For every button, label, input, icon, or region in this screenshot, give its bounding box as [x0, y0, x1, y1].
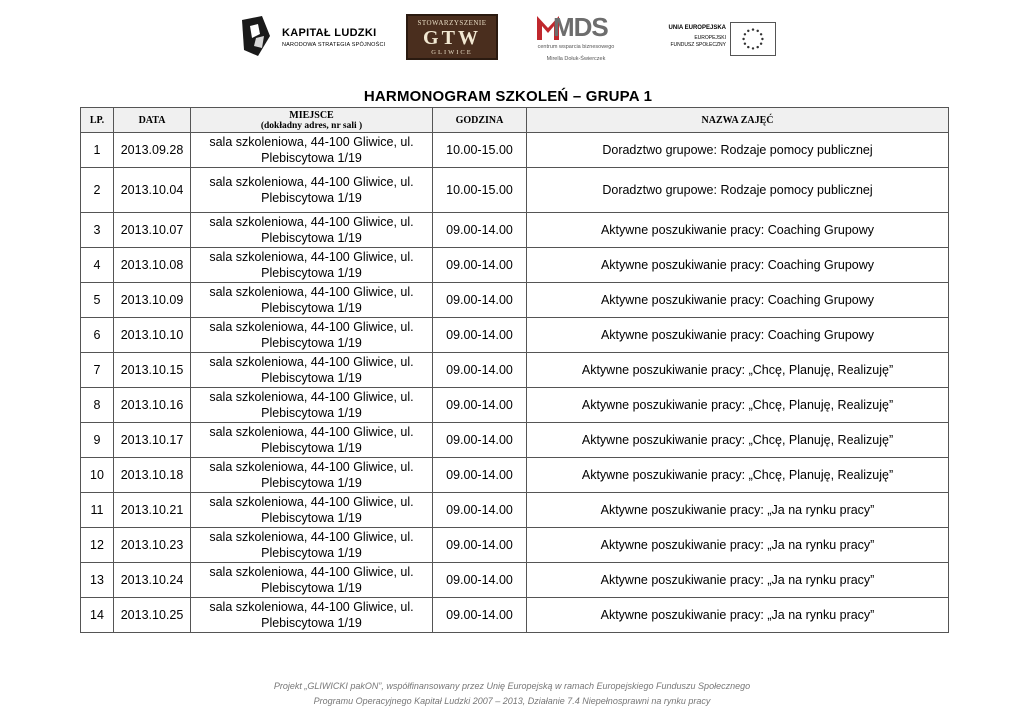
cell-date: 2013.10.24 [114, 563, 191, 598]
footer-line-1: Projekt „GLIWICKI pakON”, współfinansowany przez Unię Europejską w ramach Europejskiego Funduszu Społecznego [273, 681, 751, 691]
cell-place [191, 283, 433, 318]
header-nazwa: NAZWA ZAJĘĆ [527, 108, 949, 133]
cell-class-name: Aktywne poszukiwanie pracy: Coaching Grupowy [527, 213, 949, 248]
cell-date: 2013.10.10 [114, 318, 191, 353]
cell-time: 09.00-14.00 [433, 318, 527, 353]
cell-place-line-1: sala szkoleniowa, 44-100 Gliwice, ul. [209, 135, 414, 149]
cell-time: 09.00-14.00 [433, 283, 527, 318]
cell-place [191, 133, 433, 168]
schedule-table [80, 107, 949, 633]
table-row [81, 213, 949, 248]
cell-place-line-2: Plebiscytowa 1/19 [261, 476, 362, 490]
table-row [81, 353, 949, 388]
footer-line-2: Programu Operacyjnego Kapitał Ludzki 2007 – 2013, Działanie 7.4 Niepełnosprawni na rynku pracy [313, 696, 711, 706]
cell-place [191, 213, 433, 248]
cell-time: 09.00-14.00 [433, 353, 527, 388]
cell-place-line-2: Plebiscytowa 1/19 [261, 441, 362, 455]
cell-place-line-2: Plebiscytowa 1/19 [261, 546, 362, 560]
cell-place [191, 318, 433, 353]
cell-place-line-1: sala szkoleniowa, 44-100 Gliwice, ul. [209, 460, 414, 474]
cell-lp: 13 [81, 563, 114, 598]
gtw-logo-bottom: GLIWICE [431, 49, 473, 56]
cell-lp: 8 [81, 388, 114, 423]
cell-place-line-2: Plebiscytowa 1/19 [261, 511, 362, 525]
cell-place-line-2: Plebiscytowa 1/19 [261, 581, 362, 595]
mds-logo-line1: centrum wsparcia biznesowego [537, 44, 615, 50]
table-row [81, 388, 949, 423]
table-header-row [81, 108, 949, 133]
cell-class-name: Aktywne poszukiwanie pracy: Coaching Grupowy [527, 248, 949, 283]
cell-place-line-2: Plebiscytowa 1/19 [261, 266, 362, 280]
cell-place-line-2: Plebiscytowa 1/19 [261, 616, 362, 630]
cell-place-line-1: sala szkoleniowa, 44-100 Gliwice, ul. [209, 495, 414, 509]
cell-class-name: Aktywne poszukiwanie pracy: „Ja na rynku pracy” [527, 493, 949, 528]
kapital-ludzki-subtitle: NARODOWA STRATEGIA SPÓJNOŚCI [282, 42, 386, 48]
eu-logo [660, 22, 776, 58]
table-row [81, 563, 949, 598]
page-footer [0, 679, 1024, 709]
cell-date: 2013.10.16 [114, 388, 191, 423]
cell-date: 2013.10.25 [114, 598, 191, 633]
cell-date: 2013.10.18 [114, 458, 191, 493]
cell-class-name: Aktywne poszukiwanie pracy: „Chcę, Planuję, Realizuję” [527, 423, 949, 458]
cell-time: 09.00-14.00 [433, 598, 527, 633]
eu-logo-line3: FUNDUSZ SPOŁECZNY [670, 42, 726, 48]
kapital-ludzki-name: KAPITAŁ LUDZKI [282, 27, 377, 39]
page-title: HARMONOGRAM SZKOLEŃ – GRUPA 1 [363, 88, 653, 105]
cell-place-line-2: Plebiscytowa 1/19 [261, 151, 362, 165]
cell-place-line-1: sala szkoleniowa, 44-100 Gliwice, ul. [209, 320, 414, 334]
cell-date: 2013.09.28 [114, 133, 191, 168]
cell-lp: 14 [81, 598, 114, 633]
cell-lp: 1 [81, 133, 114, 168]
cell-place-line-1: sala szkoleniowa, 44-100 Gliwice, ul. [209, 390, 414, 404]
logo-strip [0, 10, 1024, 70]
header-miejsce-label: MIEJSCE [289, 109, 334, 121]
mds-logo [527, 12, 625, 68]
cell-lp: 11 [81, 493, 114, 528]
cell-date: 2013.10.09 [114, 283, 191, 318]
cell-date: 2013.10.17 [114, 423, 191, 458]
cell-lp: 5 [81, 283, 114, 318]
cell-place [191, 388, 433, 423]
cell-place [191, 528, 433, 563]
cell-time: 10.00-15.00 [433, 168, 527, 213]
cell-place-line-1: sala szkoleniowa, 44-100 Gliwice, ul. [209, 250, 414, 264]
cell-date: 2013.10.21 [114, 493, 191, 528]
header-miejsce [191, 108, 433, 133]
cell-time: 09.00-14.00 [433, 423, 527, 458]
header-data: DATA [114, 108, 191, 133]
cell-class-name: Aktywne poszukiwanie pracy: „Chcę, Planuję, Realizuję” [527, 458, 949, 493]
cell-time: 09.00-14.00 [433, 528, 527, 563]
cell-date: 2013.10.15 [114, 353, 191, 388]
cell-place-line-2: Plebiscytowa 1/19 [261, 191, 362, 205]
cell-class-name: Aktywne poszukiwanie pracy: „Ja na rynku pracy” [527, 598, 949, 633]
cell-place-line-2: Plebiscytowa 1/19 [261, 406, 362, 420]
eu-logo-line2: EUROPEJSKI [694, 35, 726, 41]
cell-lp: 6 [81, 318, 114, 353]
cell-place-line-1: sala szkoleniowa, 44-100 Gliwice, ul. [209, 600, 414, 614]
cell-place-line-2: Plebiscytowa 1/19 [261, 336, 362, 350]
cell-date: 2013.10.07 [114, 213, 191, 248]
table-row [81, 528, 949, 563]
cell-class-name: Aktywne poszukiwanie pracy: „Chcę, Planuję, Realizuję” [527, 353, 949, 388]
cell-date: 2013.10.04 [114, 168, 191, 213]
mds-logo-main: MDS [553, 12, 608, 42]
table-row [81, 248, 949, 283]
cell-place-line-1: sala szkoleniowa, 44-100 Gliwice, ul. [209, 565, 414, 579]
cell-class-name: Aktywne poszukiwanie pracy: Coaching Grupowy [527, 318, 949, 353]
cell-time: 09.00-14.00 [433, 493, 527, 528]
cell-place [191, 248, 433, 283]
table-row [81, 283, 949, 318]
table-row [81, 168, 949, 213]
table-row [81, 318, 949, 353]
cell-date: 2013.10.08 [114, 248, 191, 283]
cell-lp: 10 [81, 458, 114, 493]
kapital-ludzki-logo [240, 14, 386, 62]
cell-lp: 4 [81, 248, 114, 283]
table-row [81, 598, 949, 633]
cell-class-name: Aktywne poszukiwanie pracy: „Chcę, Planuję, Realizuję” [527, 388, 949, 423]
eu-logo-line1: UNIA EUROPEJSKA [668, 25, 726, 31]
eu-flag-icon [730, 22, 776, 56]
cell-time: 09.00-14.00 [433, 248, 527, 283]
cell-time: 10.00-15.00 [433, 133, 527, 168]
cell-place-line-2: Plebiscytowa 1/19 [261, 231, 362, 245]
cell-place-line-1: sala szkoleniowa, 44-100 Gliwice, ul. [209, 530, 414, 544]
cell-time: 09.00-14.00 [433, 213, 527, 248]
cell-class-name: Doradztwo grupowe: Rodzaje pomocy publicznej [527, 168, 949, 213]
gtw-logo [406, 14, 498, 60]
table-row [81, 133, 949, 168]
header-godzina: GODZINA [433, 108, 527, 133]
header-miejsce-sub: (dokładny adres, nr sali ) [260, 120, 363, 131]
cell-place [191, 598, 433, 633]
header-lp: LP. [81, 108, 114, 133]
cell-place [191, 563, 433, 598]
cell-lp: 12 [81, 528, 114, 563]
cell-time: 09.00-14.00 [433, 388, 527, 423]
mds-logo-line2: Mirella Dołuk-Świerczek [546, 56, 606, 62]
cell-place-line-1: sala szkoleniowa, 44-100 Gliwice, ul. [209, 425, 414, 439]
cell-lp: 2 [81, 168, 114, 213]
cell-place [191, 493, 433, 528]
table-row [81, 423, 949, 458]
table-row [81, 458, 949, 493]
kapital-ludzki-emblem-icon [240, 16, 272, 56]
gtw-logo-top: STOWARZYSZENIE [417, 19, 487, 27]
cell-time: 09.00-14.00 [433, 563, 527, 598]
cell-place [191, 458, 433, 493]
cell-place-line-2: Plebiscytowa 1/19 [261, 301, 362, 315]
cell-place-line-2: Plebiscytowa 1/19 [261, 371, 362, 385]
cell-date: 2013.10.23 [114, 528, 191, 563]
cell-lp: 9 [81, 423, 114, 458]
cell-place [191, 353, 433, 388]
cell-class-name: Aktywne poszukiwanie pracy: „Ja na rynku pracy” [527, 528, 949, 563]
cell-lp: 7 [81, 353, 114, 388]
cell-place-line-1: sala szkoleniowa, 44-100 Gliwice, ul. [209, 215, 414, 229]
cell-class-name: Aktywne poszukiwanie pracy: „Ja na rynku pracy” [527, 563, 949, 598]
cell-class-name: Doradztwo grupowe: Rodzaje pomocy publicznej [527, 133, 949, 168]
cell-lp: 3 [81, 213, 114, 248]
cell-time: 09.00-14.00 [433, 458, 527, 493]
gtw-logo-main: GTW [423, 27, 481, 49]
cell-place [191, 168, 433, 213]
cell-place-line-1: sala szkoleniowa, 44-100 Gliwice, ul. [209, 355, 414, 369]
cell-class-name: Aktywne poszukiwanie pracy: Coaching Grupowy [527, 283, 949, 318]
cell-place [191, 423, 433, 458]
cell-place-line-1: sala szkoleniowa, 44-100 Gliwice, ul. [209, 285, 414, 299]
cell-place-line-1: sala szkoleniowa, 44-100 Gliwice, ul. [209, 175, 414, 189]
table-row [81, 493, 949, 528]
